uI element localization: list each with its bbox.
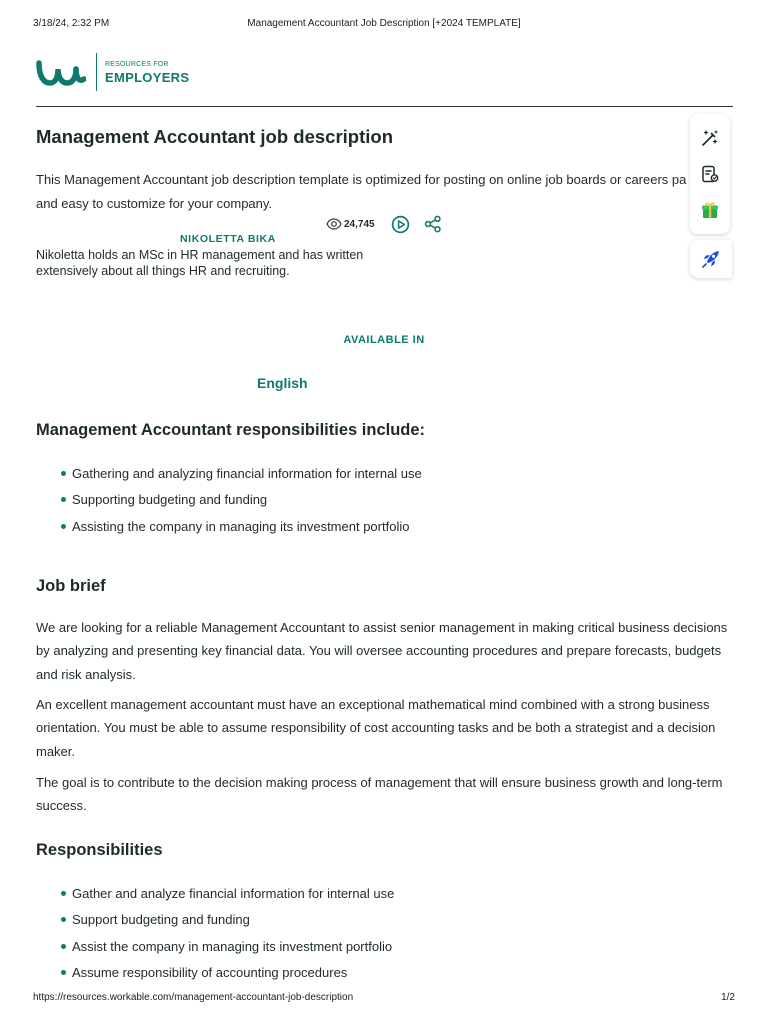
logo-divider (96, 53, 97, 91)
responsibilities-heading: Responsibilities (36, 841, 163, 859)
intro-line: and easy to customize for your company. (36, 195, 273, 211)
page-title: Management Accountant job description (36, 126, 394, 147)
rocket-button[interactable] (690, 240, 732, 278)
author-bio-line: Nikoletta holds an MSc in HR management and has written (36, 248, 364, 262)
list-item: Supporting budgeting and funding (60, 492, 422, 518)
responsibilities-include-list (60, 466, 422, 545)
author-bio (36, 248, 386, 279)
list-item: Gathering and analyzing financial information for internal use (60, 466, 422, 492)
paragraph-line: and risk analysis. (36, 666, 136, 682)
intro-text (36, 168, 736, 215)
available-in-label: AVAILABLE IN (343, 334, 425, 346)
responsibilities-include-heading: Management Accountant responsibilities include: (36, 421, 426, 439)
magic-wand-icon[interactable] (700, 128, 720, 148)
print-doc-title: Management Accountant Job Description [+2024 TEMPLATE] (247, 18, 521, 29)
print-header (33, 18, 735, 32)
eye-icon (326, 218, 342, 230)
print-datetime: 3/18/24, 2:32 PM (33, 18, 110, 29)
workable-w-icon (36, 57, 86, 87)
author-name[interactable]: NIKOLETTA BIKA (180, 233, 276, 245)
paragraph-line: maker. (36, 743, 76, 759)
paragraph-line: An excellent management accountant must have an exceptional mathematical mind combined with a strong business (36, 697, 710, 712)
paragraph-line: We are looking for a reliable Management Accountant to assist senior management in making critical business decisions (36, 620, 728, 635)
share-icon[interactable] (424, 215, 442, 233)
list-item: Support budgeting and funding (60, 912, 394, 938)
job-brief-paragraph (36, 616, 736, 686)
list-item: Assume responsibility of accounting procedures (60, 965, 394, 991)
intro-line: This Management Accountant job description template is optimized for posting on online job boards or careers pa (36, 172, 687, 187)
header-divider (36, 106, 733, 107)
paragraph-line: success. (36, 798, 87, 814)
gift-icon[interactable] (700, 200, 720, 220)
responsibilities-list (60, 886, 394, 991)
print-url: https://resources.workable.com/management-accountant-job-description (33, 992, 354, 1003)
author-bio-line: extensively about all things HR and recruiting. (36, 263, 290, 278)
rocket-icon (700, 248, 722, 270)
document-edit-icon[interactable] (700, 164, 720, 184)
view-count-value: 24,745 (344, 218, 375, 230)
article-meta (326, 214, 442, 234)
job-brief-paragraph (36, 693, 736, 763)
list-item: Assisting the company in managing its investment portfolio (60, 519, 422, 545)
job-brief-heading: Job brief (36, 577, 106, 595)
floating-toolbar (690, 114, 730, 234)
paragraph-line: The goal is to contribute to the decision making process of management that will ensure business growth and long-term (36, 775, 723, 790)
list-item: Gather and analyze financial information for internal use (60, 886, 394, 912)
logo-big-text: EMPLOYERS (105, 69, 190, 85)
paragraph-line: orientation. You must be able to assume responsibility of cost accounting tasks and be both a strategist and a decision (36, 720, 716, 736)
page-number: 1/2 (721, 992, 735, 1003)
print-footer (33, 992, 735, 1006)
logo-small-text: RESOURCES FOR (105, 60, 169, 68)
workable-logo[interactable] (36, 52, 189, 92)
job-brief-paragraph (36, 771, 736, 818)
logo-text (105, 61, 189, 84)
language-option-english[interactable]: English (257, 375, 308, 391)
list-item: Assist the company in managing its investment portfolio (60, 939, 394, 965)
paragraph-line: by analyzing and presenting key financial data. You will oversee accounting procedures and prepare forecasts, budgets (36, 643, 722, 659)
play-icon[interactable] (391, 215, 410, 234)
view-count (326, 218, 375, 230)
